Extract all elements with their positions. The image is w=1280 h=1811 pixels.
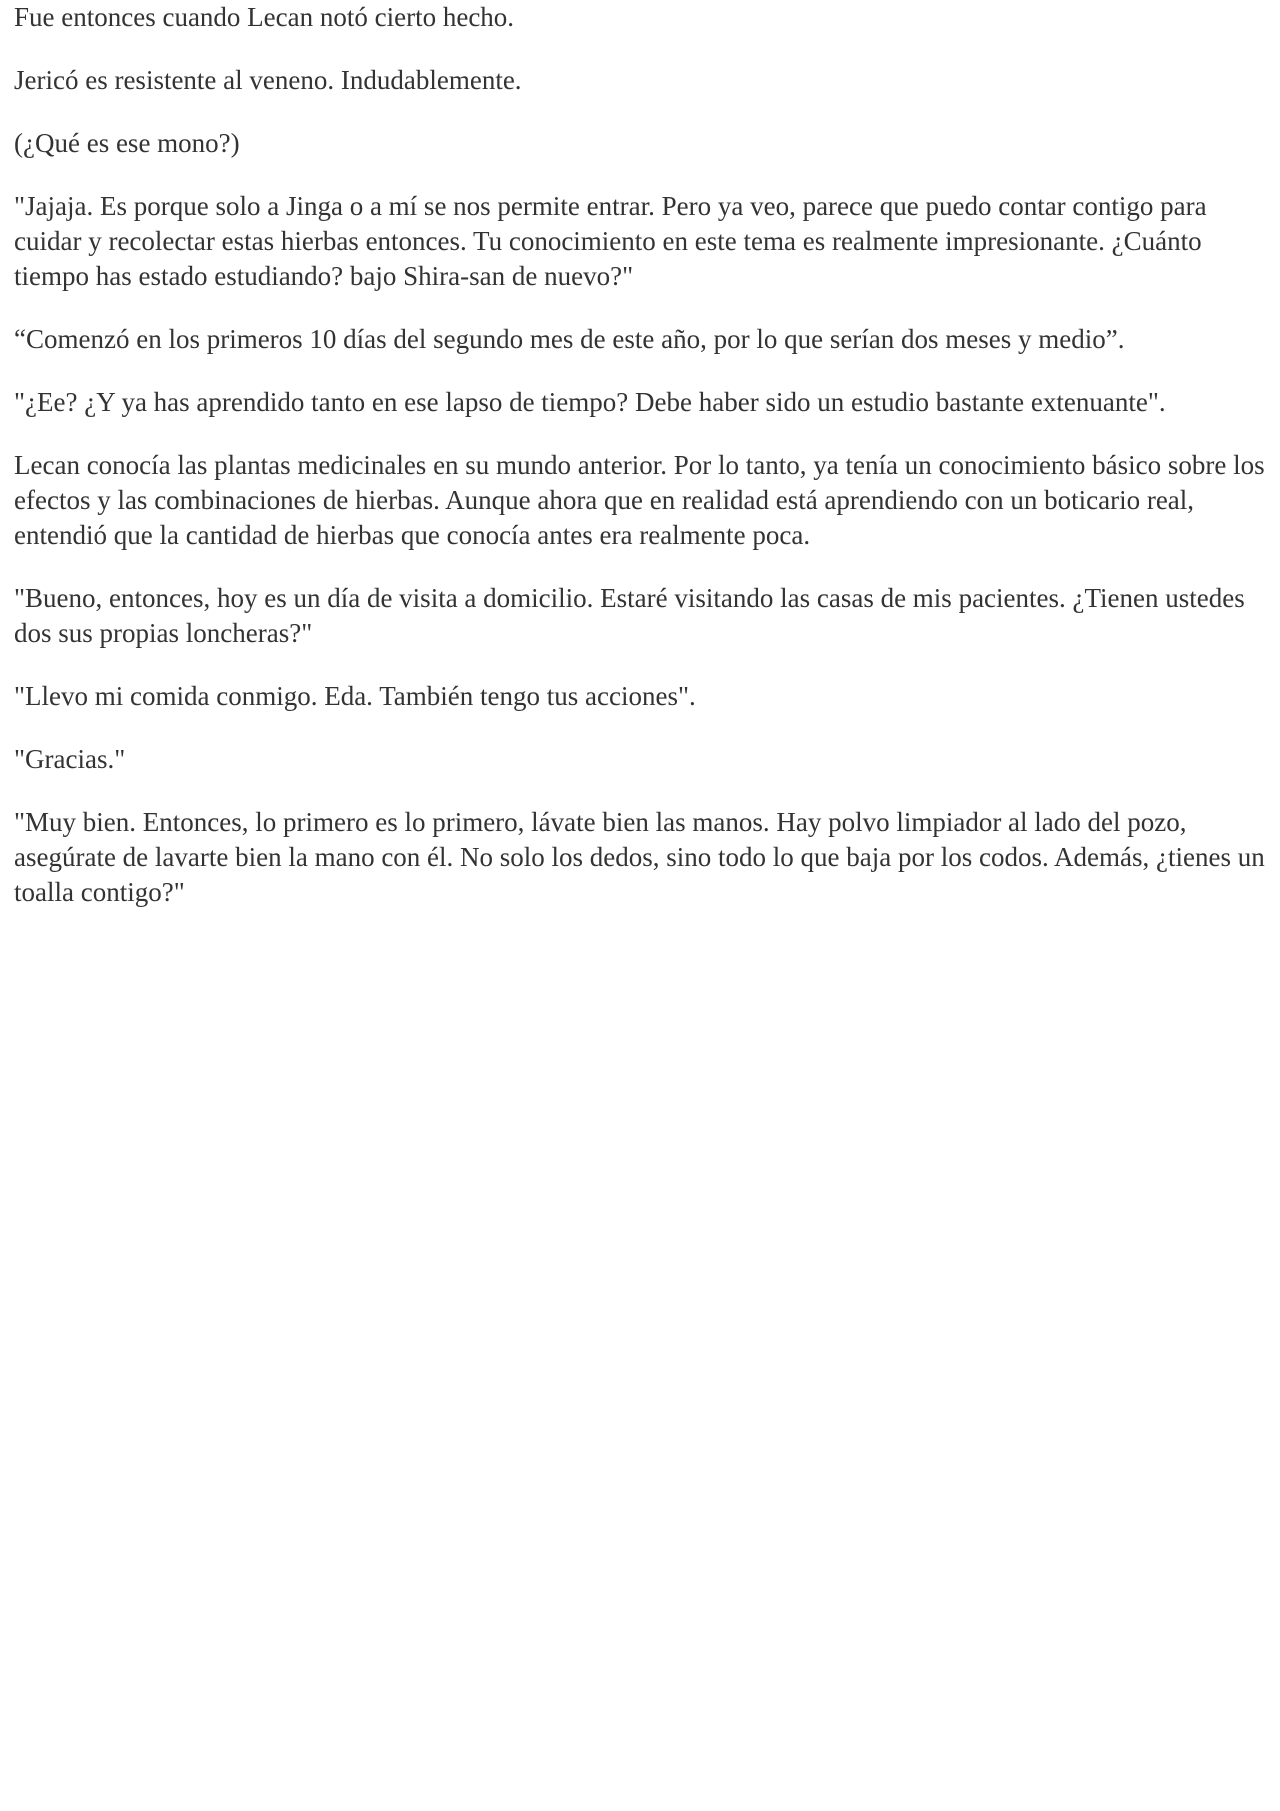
paragraph: "Gracias."	[14, 744, 126, 774]
document-body	[14, 0, 1266, 910]
paragraph: "Llevo mi comida conmigo. Eda. También tengo tus acciones".	[14, 681, 696, 711]
paragraph: Fue entonces cuando Lecan notó cierto hecho.	[14, 2, 515, 32]
paragraph: “Comenzó en los primeros 10 días del segundo mes de este año, por lo que serían dos meses y medio”.	[14, 324, 1125, 354]
paragraph: Lecan conocía las plantas medicinales en su mundo anterior. Por lo tanto, ya tenía un conocimiento básico sobre los efectos y las combinaciones de hierbas. Aunque ahora que en realidad está aprendiendo con un boticario real, entendió que la cantidad de hierbas que conocía antes era realmente poca.	[14, 450, 1265, 550]
paragraph: "Jajaja. Es porque solo a Jinga o a mí se nos permite entrar. Pero ya veo, parece que puedo contar contigo para cuidar y recolectar estas hierbas entonces. Tu conocimiento en este tema es realmente impresionante. ¿Cuánto tiempo has estado estudiando? bajo Shira-san de nuevo?"	[14, 191, 1207, 291]
paragraph: "¿Ee? ¿Y ya has aprendido tanto en ese lapso de tiempo? Debe haber sido un estudio bastante extenuante".	[14, 387, 1166, 417]
paragraph: "Muy bien. Entonces, lo primero es lo primero, lávate bien las manos. Hay polvo limpiador al lado del pozo, asegúrate de lavarte bien la mano con él. No solo los dedos, sino todo lo que baja por los codos. Además, ¿tienes un toalla contigo?"	[14, 807, 1265, 907]
paragraph: Jericó es resistente al veneno. Indudablemente.	[14, 65, 522, 95]
paragraph: "Bueno, entonces, hoy es un día de visita a domicilio. Estaré visitando las casas de mis pacientes. ¿Tienen ustedes dos sus propias loncheras?"	[14, 583, 1245, 648]
paragraph: (¿Qué es ese mono?)	[14, 128, 240, 158]
